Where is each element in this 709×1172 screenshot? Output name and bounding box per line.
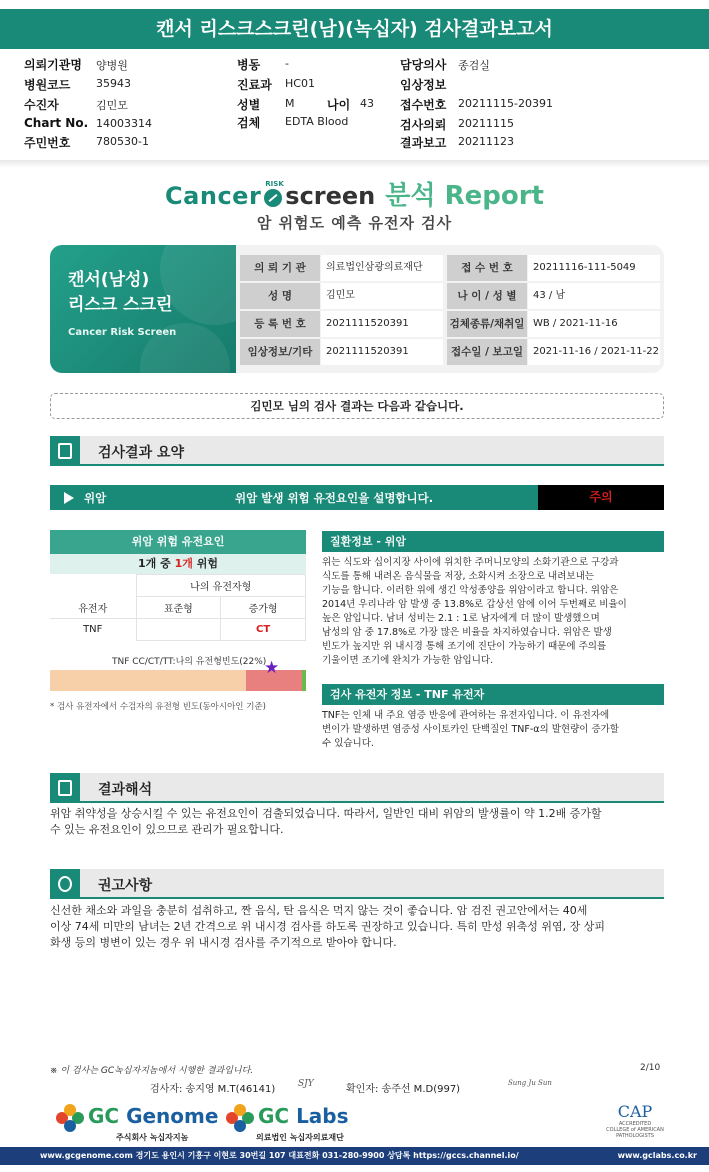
gc-labs-logo (226, 1102, 376, 1146)
brand2-a: GC (258, 1104, 290, 1128)
table-row (50, 619, 306, 641)
info-label: 의 뢰 기 관 (240, 255, 320, 281)
gene-table (50, 574, 306, 641)
brand2-sub: 의료법인 녹십자의료재단 (256, 1133, 344, 1142)
card-title-en: Cancer Risk Screen (68, 327, 177, 338)
count-red: 1개 (174, 557, 193, 570)
label-hospital-code: 병원코드 (24, 78, 71, 92)
section-interpretation (50, 773, 664, 803)
footer-bar (0, 1147, 709, 1165)
gene-table-header: 위암 위험 유전요인 (50, 530, 306, 554)
value-doctor: 종검실 (458, 59, 490, 72)
header-divider (0, 160, 709, 168)
text-line: 신선한 채소와 과일을 충분히 섭취하고, 짠 음식, 탄 음식은 먹지 않는 것이 좋습니다. 암 검진 권고안에서는 40세 (50, 904, 588, 917)
footer-address: www.gcgenome.com 경기도 용인시 기흥구 이현로 30번길 107 대표전화 031-280-9900 상담톡 https://gccs.channel.io/ (40, 1151, 519, 1160)
text-line: 남성의 암 중 17.8%로 가장 많은 비율을 차지하였습니다. 위암은 발생 (322, 627, 612, 638)
my-genotype-header: 나의 유전자형 (136, 575, 306, 597)
brand1-b: Genome (126, 1104, 219, 1128)
logo-report: 분석 Report (385, 181, 544, 211)
text-line: 위는 식도와 십이지장 사이에 위치한 주머니모양의 소화기관으로 구강과 (322, 557, 619, 568)
label-requester: 의뢰기관명 (24, 58, 82, 72)
cap-sub: ACCREDITED (618, 1121, 652, 1127)
cap-sub2: COLLEGE of AMERICAN PATHOLOGISTS (606, 1127, 664, 1139)
logo-risk: RISK (265, 179, 284, 188)
value-receipt-no: 20211115-20391 (458, 97, 553, 110)
text-line: 빈도가 높지만 위 내시경 통해 조기에 진단이 가능하기 때문에 주의를 (322, 641, 607, 652)
info-label: 검체종류/채취일 (447, 311, 527, 337)
folder-plus-icon (50, 436, 80, 466)
label-request-date: 검사의뢰 (400, 118, 447, 132)
risk-icon (264, 179, 284, 207)
cap-accredited-logo (600, 1102, 670, 1140)
col-gene: 유전자 (50, 597, 136, 619)
count-post: 위험 (192, 557, 218, 570)
text-line: 위암 취약성을 상승시킬 수 있는 유전요인이 검출되었습니다. 따라서, 일반인 대비 위암의 발생률이 약 1.2배 증가할 (50, 807, 602, 820)
value-chart-no: 14003314 (96, 117, 152, 130)
text-line: 기능을 합니다. 이러한 위에 생긴 악성종양을 위암이라고 합니다. 위암은 (322, 585, 619, 596)
recommend-text (50, 903, 664, 951)
test-info-grid (236, 245, 664, 373)
value-ward: - (285, 57, 289, 70)
cancer-risk-screen-logo (0, 175, 709, 211)
confirmer-signature: Sung Ju Sun (508, 1079, 552, 1087)
stomach-cancer-bar (50, 485, 664, 510)
info-value: 43 / 남 (528, 283, 660, 309)
clipboard-icon (50, 773, 80, 803)
logo-screen: screen (285, 182, 376, 210)
table-row (50, 597, 306, 619)
frequency-label: TNF CC/CT/TT:나의 유전형빈도(22%) (112, 657, 267, 667)
text-line: 식도를 통해 내려온 음식물을 저장, 소화시켜 소장으로 내려보내는 (322, 571, 594, 582)
label-sex: 성별 (237, 98, 261, 112)
label-report-date: 결과보고 (400, 136, 447, 150)
text-line: 변이가 발생하면 염증성 사이토카인 단백질인 TNF-α의 발현량이 증가할 (322, 724, 619, 735)
cancer-description: 위암 발생 위험 유전요인을 설명합니다. (235, 491, 434, 505)
table-row (50, 575, 306, 597)
play-icon (64, 492, 74, 504)
inspector: 검사자: 송지영 M.T(46141) (150, 1084, 276, 1095)
label-specimen: 검체 (237, 116, 261, 130)
card-title-line2: 리스크 스크린 (68, 295, 173, 315)
page-number: 2/10 (640, 1063, 661, 1073)
gc-cross-icon (226, 1104, 254, 1132)
gene-risk-count (50, 554, 306, 574)
col-increased: 증가형 (221, 597, 306, 619)
gc-cross-icon (56, 1104, 84, 1132)
status-badge: 주의 (538, 485, 664, 510)
label-department: 진료과 (237, 78, 272, 92)
doctor-icon (50, 869, 80, 899)
info-value: 2021111520391 (321, 311, 443, 337)
text-line: TNF는 인체 내 주요 염증 반응에 관여하는 유전자입니다. 이 유전자에 (322, 710, 610, 721)
cancer-name: 위암 (84, 491, 107, 505)
gene-info-header: 검사 유전자 정보 - TNF 유전자 (322, 684, 664, 705)
report-title: 캔서 리스크스크린(남)(녹십자) 검사결과보고서 (0, 9, 709, 49)
label-receipt-no: 접수번호 (400, 98, 447, 112)
text-line: 수 있는 유전요인이 있으므로 관리가 필요합니다. (50, 823, 284, 836)
label-patient: 수진자 (24, 98, 59, 112)
text-line: 기울이면 조기에 완치가 가능한 암입니다. (322, 655, 494, 666)
report-subtitle: 암 위험도 예측 유전자 검사 (256, 214, 453, 232)
text-line: 높은 암입니다. 남녀 성비는 2.1 : 1로 남자에게 더 많이 발생했으며 (322, 613, 600, 624)
info-value: 2021-11-16 / 2021-11-22 (528, 339, 660, 365)
gene-standard-value (136, 619, 221, 641)
info-label: 접 수 번 호 (447, 255, 527, 281)
info-value: WB / 2021-11-16 (528, 311, 660, 337)
star-icon: ★ (264, 658, 280, 678)
section-title: 검사결과 요약 (98, 445, 185, 461)
logo-cancer: Cancer (165, 182, 262, 210)
section-title: 결과해석 (98, 782, 153, 798)
value-requester: 양병원 (96, 59, 128, 72)
value-report-date: 20211123 (458, 135, 514, 148)
info-label: 임상정보/기타 (240, 339, 320, 365)
gene-increased-value: CT (221, 619, 306, 641)
text-line: 2014년 우리나라 암 발생 중 13.8%로 갑상선 암에 이어 두번째로 비율이 (322, 599, 627, 610)
brand1-sub: 주식회사 녹십자지놈 (116, 1133, 189, 1142)
value-specimen: EDTA Blood (285, 115, 349, 128)
count-pre: 1개 중 (138, 557, 175, 570)
disease-info-text (322, 556, 664, 668)
value-department: HC01 (285, 77, 315, 90)
brand2-b: Labs (296, 1104, 349, 1128)
value-hospital-code: 35943 (96, 77, 131, 90)
value-resident-no: 780530-1 (96, 135, 149, 148)
info-label: 성 명 (240, 283, 320, 309)
section-summary (50, 436, 664, 466)
info-label: 등 록 번 호 (240, 311, 320, 337)
info-label: 나 이 / 성 별 (447, 283, 527, 309)
info-value: 의료법인삼광의료재단 (321, 255, 443, 281)
patient-info (0, 52, 709, 160)
interpretation-text (50, 806, 664, 838)
label-age: 나이 (327, 98, 351, 112)
section-title: 권고사항 (98, 878, 153, 894)
footer-note: ※ 이 검사는 GC녹십자지놈에서 시행한 결과입니다. (50, 1066, 254, 1076)
label-chart-no: Chart No. (24, 116, 89, 130)
card-title-line1: 캔서(남성) (68, 270, 150, 290)
brand1-a: GC (88, 1104, 120, 1128)
footer-website: www.gclabs.co.kr (617, 1151, 697, 1160)
gene-info-text (322, 709, 664, 751)
test-card (50, 245, 240, 373)
value-request-date: 20211115 (458, 117, 514, 130)
info-value: 20211116-111-5049 (528, 255, 660, 281)
label-resident-no: 주민번호 (24, 136, 71, 150)
label-clinical: 임상정보 (400, 78, 447, 92)
signers (150, 1079, 552, 1095)
text-line: 화생 등의 병변이 있는 경우 위 내시경 검사를 주기적으로 받아야 합니다. (50, 936, 397, 949)
cap-title: CAP (617, 1102, 653, 1121)
frequency-segment-other (302, 670, 306, 691)
section-recommendations (50, 869, 664, 899)
info-label: 접수일 / 보고일 (447, 339, 527, 365)
confirmer: 확인자: 송주선 M.D(997) (346, 1084, 461, 1095)
text-line: 수 있습니다. (322, 738, 374, 749)
value-age: 43 (360, 97, 374, 110)
value-sex: M (285, 97, 295, 110)
inspector-signature: SJY (298, 1079, 314, 1089)
label-doctor: 담당의사 (400, 58, 447, 72)
info-value: 2021111520391 (321, 339, 443, 365)
info-value: 김민모 (321, 283, 443, 309)
disease-info-header: 질환정보 - 위암 (322, 531, 664, 552)
gene-name: TNF (50, 619, 136, 641)
gene-footnote: * 검사 유전자에서 수검자의 유전형 빈도(동아시아인 기준) (50, 702, 266, 712)
label-ward: 병동 (237, 58, 261, 72)
col-standard: 표준형 (136, 597, 221, 619)
value-patient: 김민모 (96, 99, 128, 112)
gc-genome-logo (56, 1102, 226, 1146)
result-notice: 김민모 님의 검사 결과는 다음과 같습니다. (50, 393, 664, 419)
text-line: 이상 74세 미만의 남녀는 2년 간격으로 위 내시경 검사를 하도록 권장하고 있습니다. 특히 만성 위축성 위염, 장 상피 (50, 920, 605, 933)
